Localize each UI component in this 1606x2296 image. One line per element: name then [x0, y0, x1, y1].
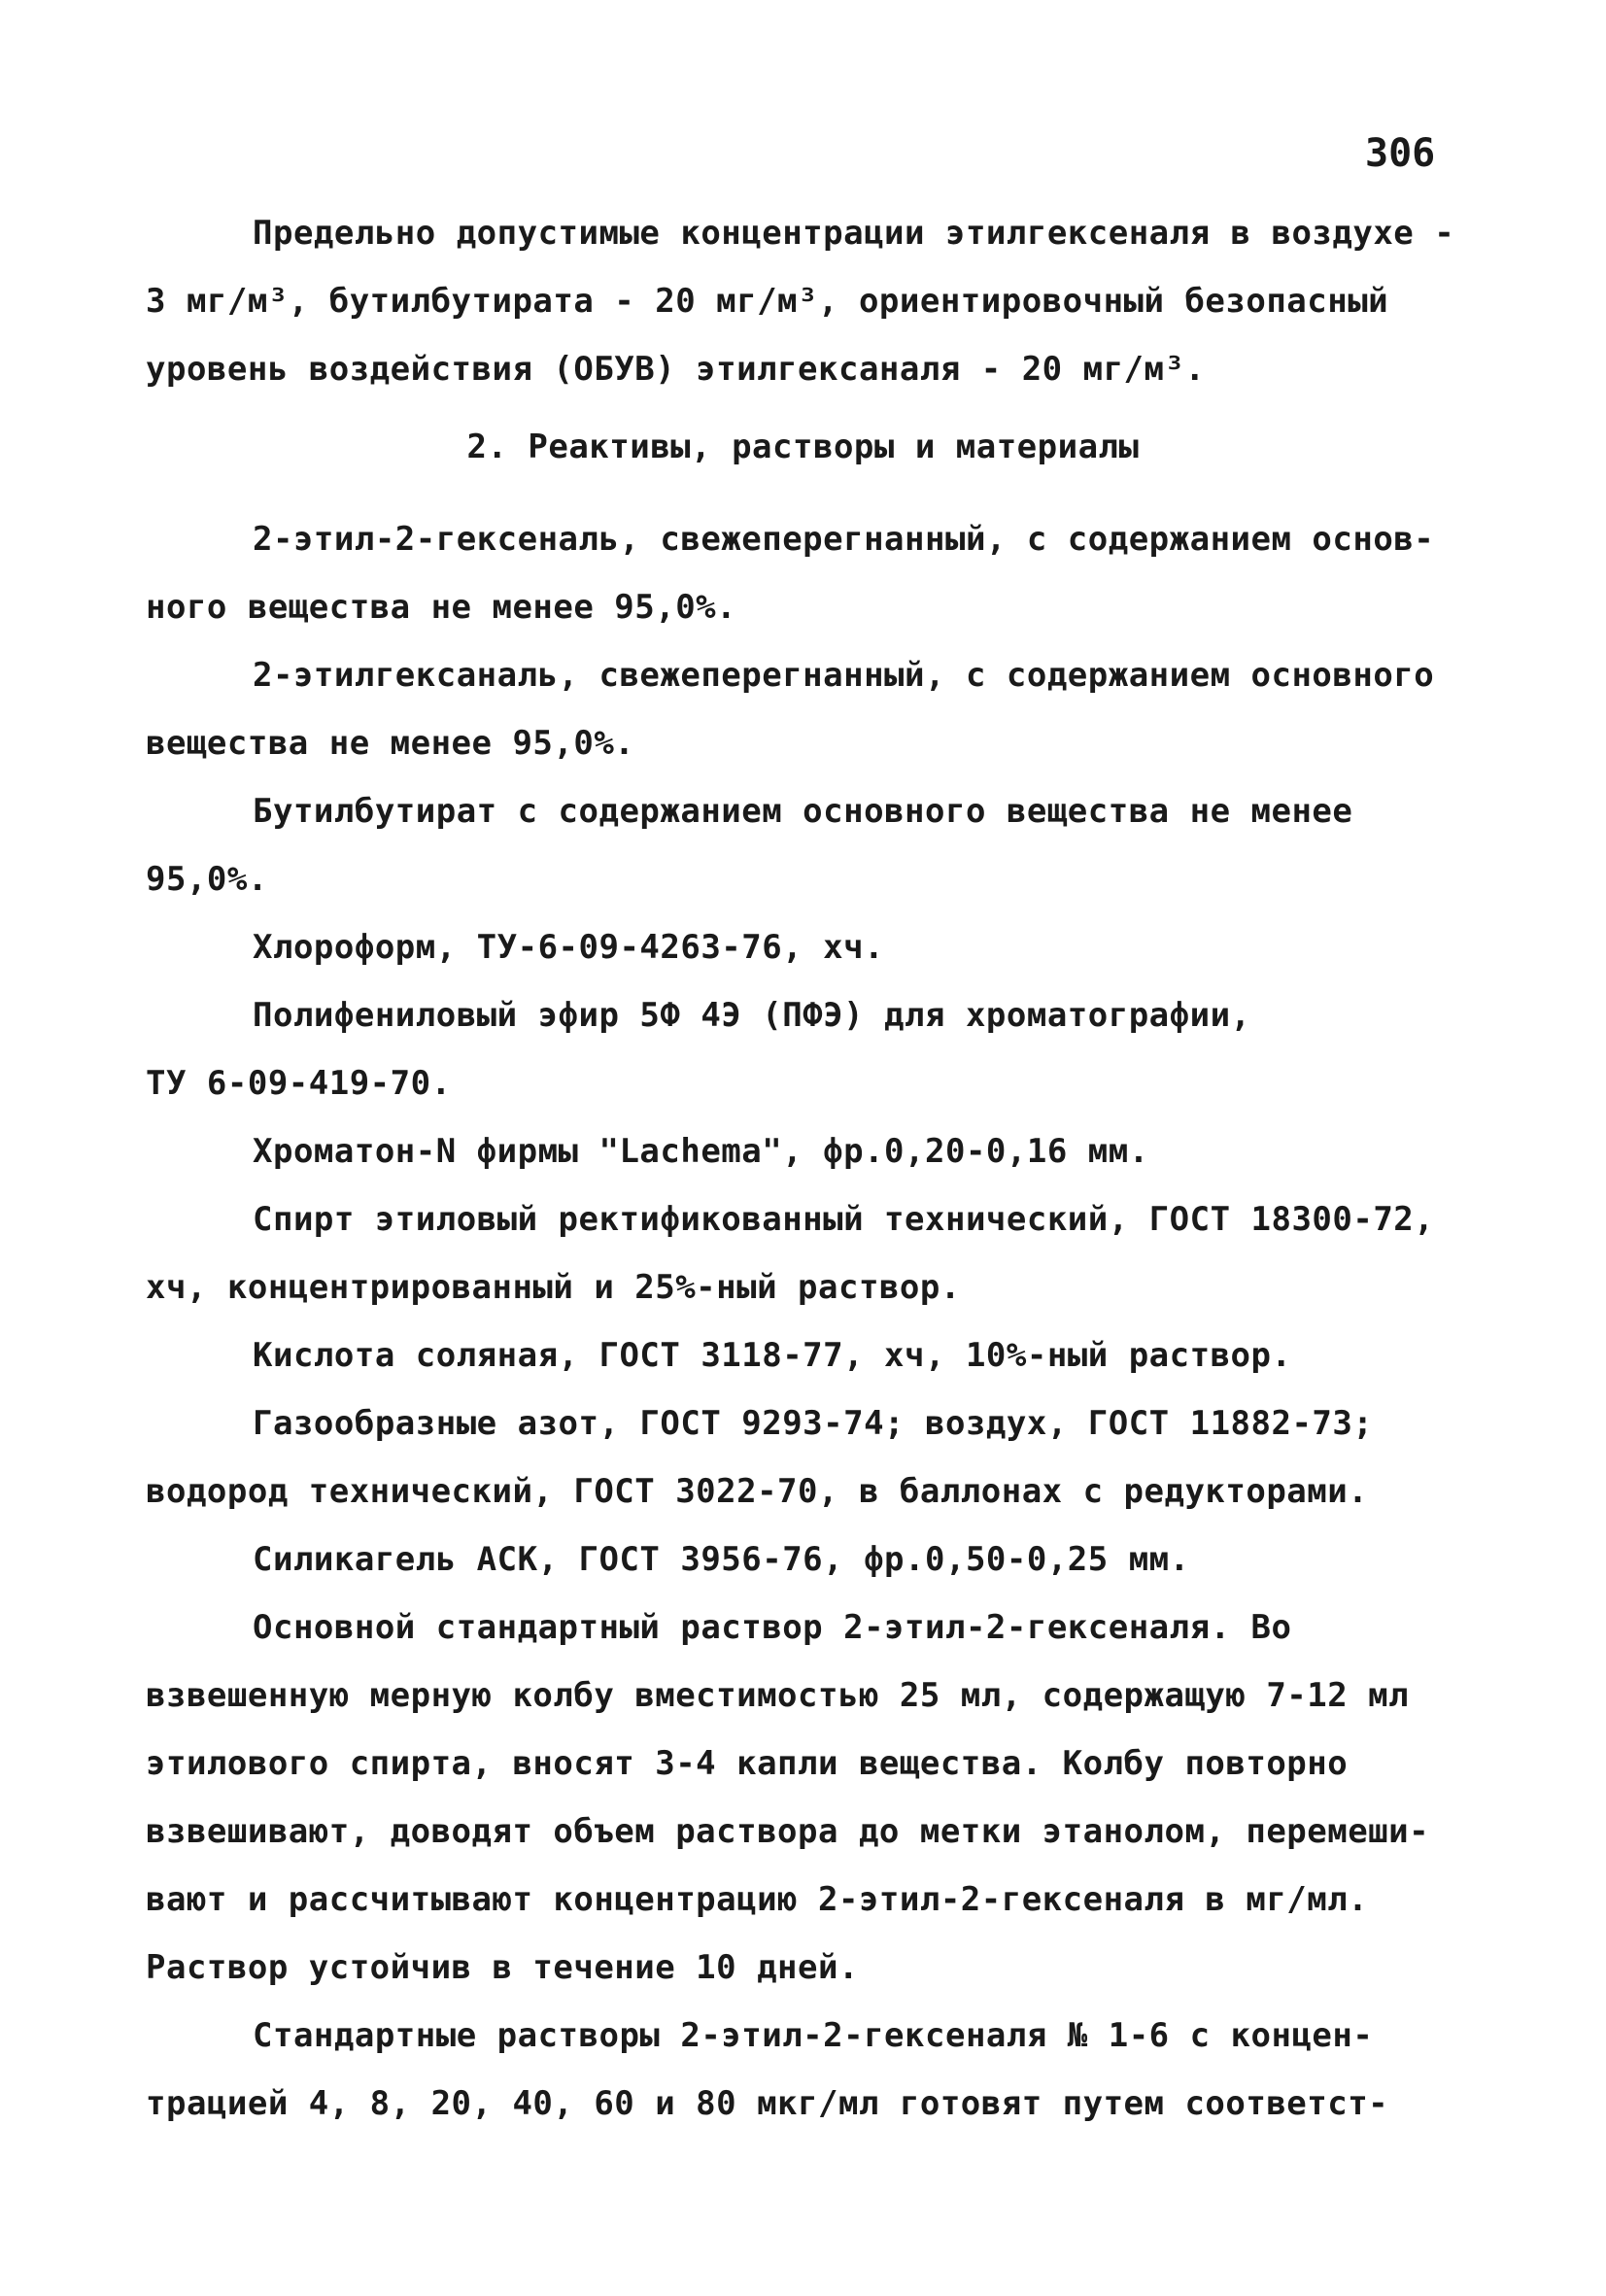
text-line: ного вещества не менее 95,0%.: [146, 588, 737, 627]
text-line: Кислота соляная, ГОСТ 3118-77, хч, 10%-ный раствор.: [253, 1336, 1292, 1375]
reagents-list: [146, 505, 1467, 2138]
text-line: ТУ 6-09-419-70.: [146, 1064, 452, 1103]
text-line: Стандартные растворы 2-этил-2-гексеналя № 1-6 с концен-: [253, 2016, 1374, 2055]
text-line: Силикагель АСК, ГОСТ 3956-76, фр.0,50-0,25 мм.: [253, 1540, 1190, 1579]
text-line: Газообразные азот, ГОСТ 9293-74; воздух, ГОСТ 11882-73;: [253, 1404, 1374, 1443]
text-line: вещества не менее 95,0%.: [146, 724, 635, 763]
text-line: хч, концентрированный и 25%-ный раствор.: [146, 1268, 961, 1307]
text-line: уровень воздействия (ОБУВ) этилгексаналя - 20 мг/м³.: [146, 350, 1206, 389]
text-line: 3 мг/м³, бутилбутирата - 20 мг/м³, ориентировочный безопасный: [146, 282, 1389, 321]
text-line: Предельно допустимые концентрации этилгексеналя в воздухе -: [253, 214, 1455, 253]
text-line: 2-этил-2-гексеналь, свежеперегнанный, с содержанием основ-: [253, 520, 1435, 559]
page-number: 306: [1365, 131, 1436, 176]
section-heading: 2. Реактивы, растворы и материалы: [466, 428, 1140, 466]
text-line: Раствор устойчив в течение 10 дней.: [146, 1948, 859, 1987]
text-line: вают и рассчитывают концентрацию 2-этил-2-гексеналя в мг/мл.: [146, 1880, 1369, 1919]
text-line: Хроматон-N фирмы "Lachema", фр.0,20-0,16 мм.: [253, 1132, 1149, 1171]
text-line: Спирт этиловый ректификованный технический, ГОСТ 18300-72,: [253, 1200, 1435, 1239]
text-line: водород технический, ГОСТ 3022-70, в баллонах с редукторами.: [146, 1472, 1369, 1511]
text-line: взвешенную мерную колбу вместимостью 25 мл, содержащую 7-12 мл: [146, 1676, 1410, 1715]
intro-paragraph: [146, 199, 1467, 403]
text-line: Полифениловый эфир 5Ф 4Э (ПФЭ) для хроматографии,: [253, 996, 1251, 1035]
text-line: взвешивают, доводят объем раствора до метки этанолом, перемеши-: [146, 1812, 1430, 1851]
text-line: этилового спирта, вносят 3-4 капли вещества. Колбу повторно: [146, 1744, 1349, 1783]
text-line: 2-этилгексаналь, свежеперегнанный, с содержанием основного: [253, 656, 1435, 695]
text-line: Основной стандартный раствор 2-этил-2-гексеналя. Во: [253, 1608, 1292, 1647]
text-line: Бутилбутират с содержанием основного вещества не менее: [253, 792, 1353, 831]
text-line: Хлороформ, ТУ-6-09-4263-76, хч.: [253, 928, 885, 967]
text-line: 95,0%.: [146, 860, 268, 899]
text-line: трацией 4, 8, 20, 40, 60 и 80 мкг/мл готовят путем соответст-: [146, 2084, 1389, 2123]
